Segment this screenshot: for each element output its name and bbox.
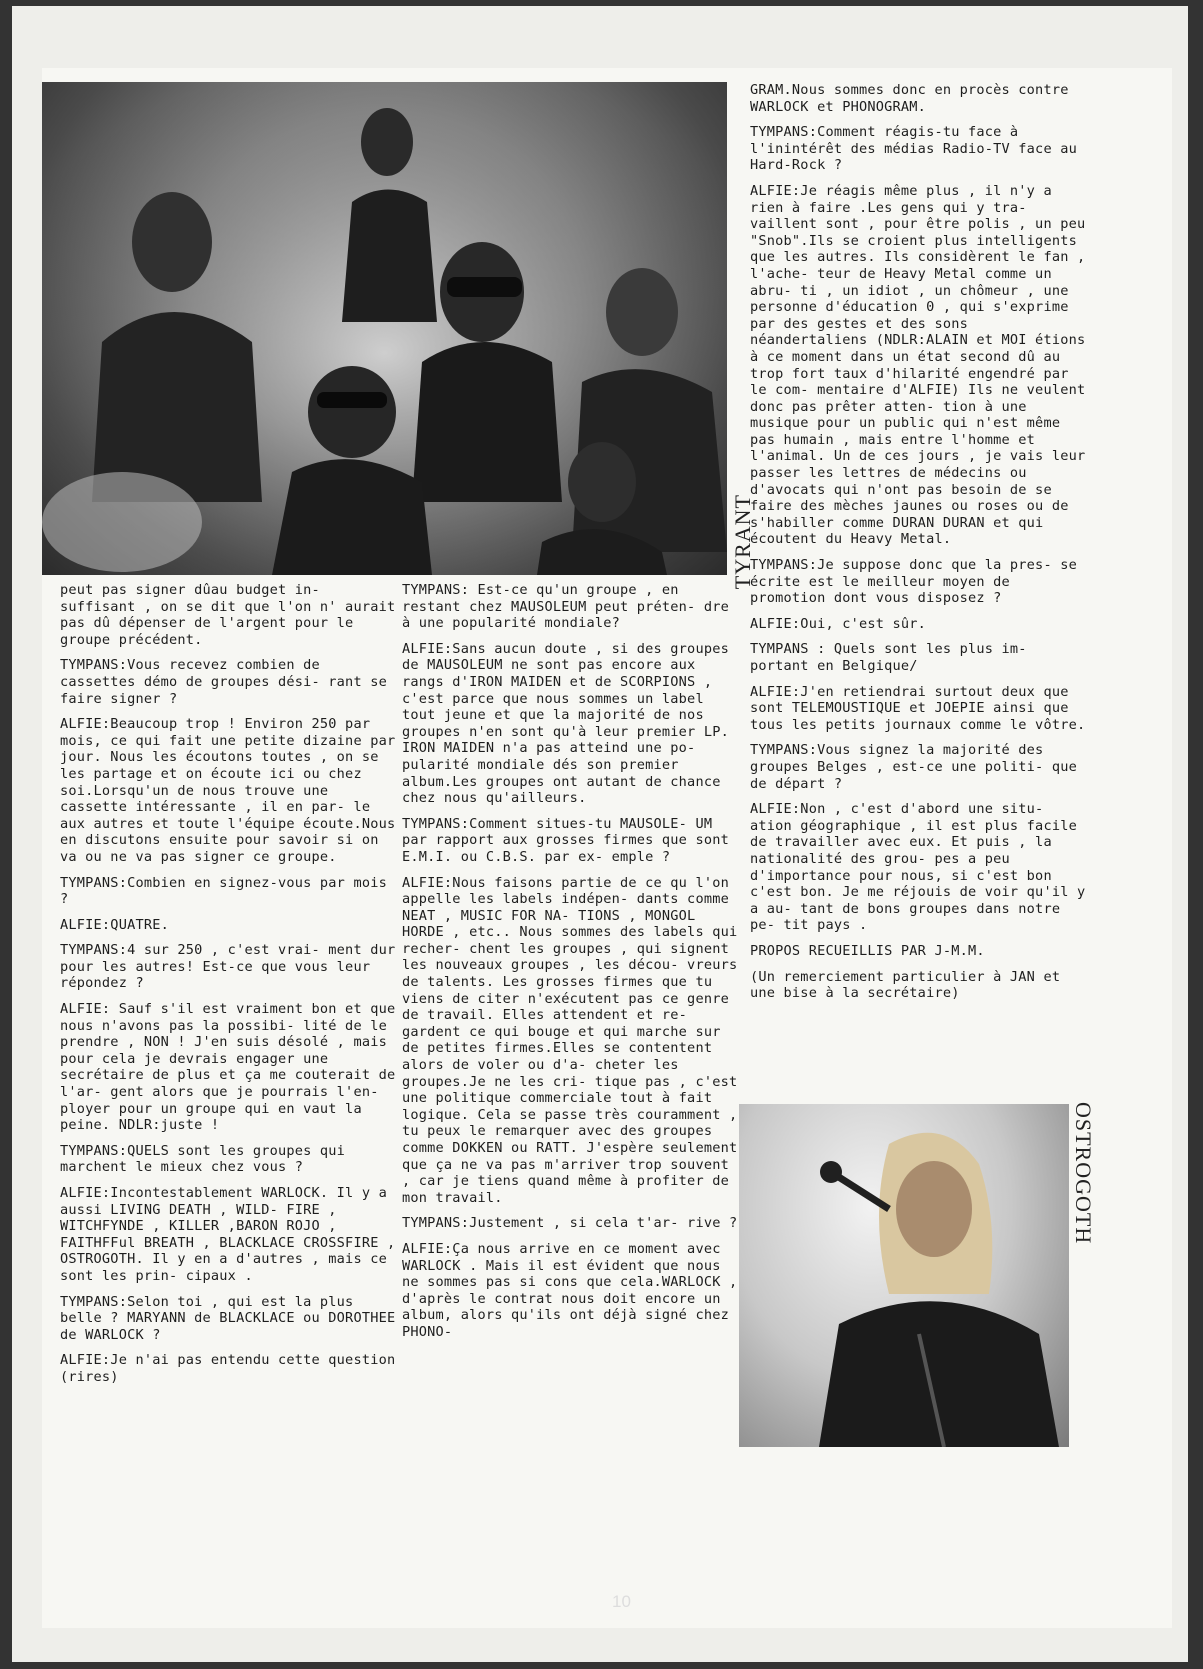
magazine-page <box>12 6 1188 1662</box>
singer-photo-ostrogoth <box>739 1104 1069 1447</box>
band-photo-tyrant <box>42 82 727 575</box>
paragraph: TYMPANS:Selon toi , qui est la plus belle ? MARYANN de BLACKLACE ou DOROTHEE de WARLOCK ? <box>60 1293 396 1343</box>
paragraph: ALFIE:J'en retiendrai surtout deux que sont TELEMOUSTIQUE et JOEPIE ainsi que tous les petits journaux comme le vôtre. <box>750 683 1086 733</box>
paragraph: TYMPANS:Justement , si cela t'ar- rive ? <box>402 1215 738 1232</box>
paragraph: ALFIE:Non , c'est d'abord une situ- ation géographique , il est plus facile de travailler avec eux. Et puis , la nationalité des grou- pes a peu d'importance pour nous, si c'est bon c'est bon. Je me réjouis de voir qu'il y a au- tant de bons groupes dans notre pe- tit pays . <box>750 801 1086 934</box>
paragraph: peut pas signer dûau budget in- suffisant , on se dit que l'on n' aurait pas dû dépenser de l'argent pour le groupe précédent. <box>60 582 396 648</box>
text-column-2 <box>402 582 738 1350</box>
paragraph: TYMPANS:Comment réagis-tu face à l'inintérêt des médias Radio-TV face au Hard-Rock ? <box>750 124 1077 174</box>
paragraph: (Un remerciement particulier à JAN et une bise à la secrétaire) <box>750 968 1061 1002</box>
paragraph: TYMPANS:Comment situes-tu MAUSOLE- UM par rapport aux grosses firmes que sont E.M.I. ou C.B.S. par ex- emple ? <box>402 815 729 865</box>
paragraph: ALFIE:Je n'ai pas entendu cette question (rires) <box>60 1352 396 1385</box>
paragraph: ALFIE:Ça nous arrive en ce moment avec WARLOCK . Mais il est évident que nous ne sommes pas si cons que cela.WARLOCK , d'après le contrat nous doit encore un album, alors qu'ils ont déjà signé chez PHONO- <box>402 1240 738 1340</box>
page-number: 10 <box>612 1592 631 1611</box>
paragraph: TYMPANS:Je suppose donc que la pres- se écrite est le meilleur moyen de promotion dont vous disposez ? <box>750 557 1077 607</box>
singer-photo-illustration <box>739 1104 1069 1447</box>
paragraph: TYMPANS:Vous signez la majorité des groupes Belges , est-ce une politi- que de départ ? <box>750 742 1077 792</box>
band-photo-illustration <box>42 82 727 575</box>
text-column-3 <box>750 82 1088 1011</box>
paragraph: TYMPANS:Combien en signez-vous par mois ? <box>60 874 387 908</box>
paragraph: TYMPANS:QUELS sont les groupes qui marchent le mieux chez vous ? <box>60 1142 346 1176</box>
paragraph: ALFIE:Oui, c'est sûr. <box>750 615 927 632</box>
text-column-1 <box>60 582 400 1395</box>
paragraph: ALFIE:Nous faisons partie de ce qu l'on appelle les labels indépen- dants comme NEAT , MUSIC FOR NA- TIONS , MONGOL HORDE , etc.. Nous sommes des labels qui recher- chent les groupes , qui signent les nouveaux groupes , les décou- vreurs de talents. Les grosses firmes que tu viens de citer n'exécutent pas ce genre de travail. Elles attendent et re- gardent ce qui bouge et qui marche sur de petites firmes.Elles se contentent alors de voler ou d'a- cheter les groupes.Je ne les cri- tique pas , c'est une politique commerciale tout à fait logique. Cela se passe très couramment , tu peux le remarquer avec des groupes comme DOKKEN ou RATT. J'espère seulement que ça ne va pas m'arriver trop souvent , car je tiens quand même à profiter de mon travail. <box>402 874 738 1206</box>
paragraph: GRAM.Nous sommes donc en procès contre WARLOCK et PHONOGRAM. <box>750 82 1069 115</box>
photo-caption-ostrogoth: OSTROGOTH <box>1071 1102 1096 1245</box>
paragraph: ALFIE:Je réagis même plus , il n'y a rien à faire .Les gens qui y tra- vaillent sont , pour être polis , un peu "Snob".Ils se croient plus intelligents que les autres. Ils considèrent le fan , l'ache- teur de Heavy Metal comme un abru- ti , un idiot , un chômeur , une personne d'éducation 0 , qui s'exprime par des gestes et des sons néandertaliens (NDLR:ALAIN et MOI étions à ce moment dans un état second dû au trop fort taux d'hilarité engendré par le com- mentaire d'ALFIE) Ils ne veulent donc pas prêter atten- tion à une musique pour un public qui n'est même pas humain , mais entre l'homme et l'animal. Un de ces jours , je vais leur passer les lettres de médecins ou d'avocats qui n'ont pas besoin de se faire des mèches jaunes ou roses ou de s'habiller comme DURAN DURAN et qui écoutent du Heavy Metal. <box>750 182 1086 548</box>
paragraph: ALFIE:QUATRE. <box>60 916 169 933</box>
paragraph: TYMPANS : Quels sont les plus im- portant en Belgique/ <box>750 641 1027 674</box>
paragraph: ALFIE: Sauf s'il est vraiment bon et que nous n'avons pas la possibi- lité de le prendre , NON ! J'en suis désolé , mais pour cela je devrais engager une secrétaire de plus et ça me couterait de l'ar- gent alors que je pourrais l'en- ployer pour un groupe qui en vaut la peine. NDLR:juste ! <box>60 1001 396 1134</box>
paragraph: ALFIE:Incontestablement WARLOCK. Il y a aussi LIVING DEATH , WILD- FIRE , WITCHFYNDE , KILLER ,BARON ROJO , FAITHFFul BREATH , BLACKLACE CROSSFIRE , OSTROGOTH. Il y en a d'autres , mais ce sont les prin- cipaux . <box>60 1185 396 1284</box>
paragraph: ALFIE:Sans aucun doute , si des groupes de MAUSOLEUM ne sont pas encore aux rangs d'IRON MAIDEN et de SCORPIONS , c'est parce que nous sommes un label tout jeune et que la majorité de nos groupes n'en sont qu'à leur premier LP. IRON MAIDEN n'a pas atteind une po- pularité mondiale dés son premier album.Les groupes ont autant de chance chez nous qu'ailleurs. <box>402 640 729 807</box>
paragraph: ALFIE:Beaucoup trop ! Environ 250 par mois, ce qui fait une petite dizaine par jour. Nous les écoutons toutes , on se les partage et on écoute ici ou chez soi.Lorsqu'un de nous trouve une cassette intéressante , il en par- le aux autres et toute l'équipe écoute.Nous en discutons ensuite pour savoir si on va ou ne va pas signer ce groupe. <box>60 716 396 865</box>
paragraph: PROPOS RECUEILLIS PAR J-M.M. <box>750 942 985 959</box>
paragraph: TYMPANS:Vous recevez combien de cassettes démo de groupes dési- rant se faire signer ? <box>60 657 387 707</box>
paragraph: TYMPANS:4 sur 250 , c'est vrai- ment dur pour les autres! Est-ce que vous leur répondez ? <box>60 942 396 992</box>
photo-caption-tyrant: TYRANT <box>730 494 755 590</box>
paragraph: TYMPANS: Est-ce qu'un groupe , en restant chez MAUSOLEUM peut préten- dre à une popularité mondiale? <box>402 582 729 632</box>
